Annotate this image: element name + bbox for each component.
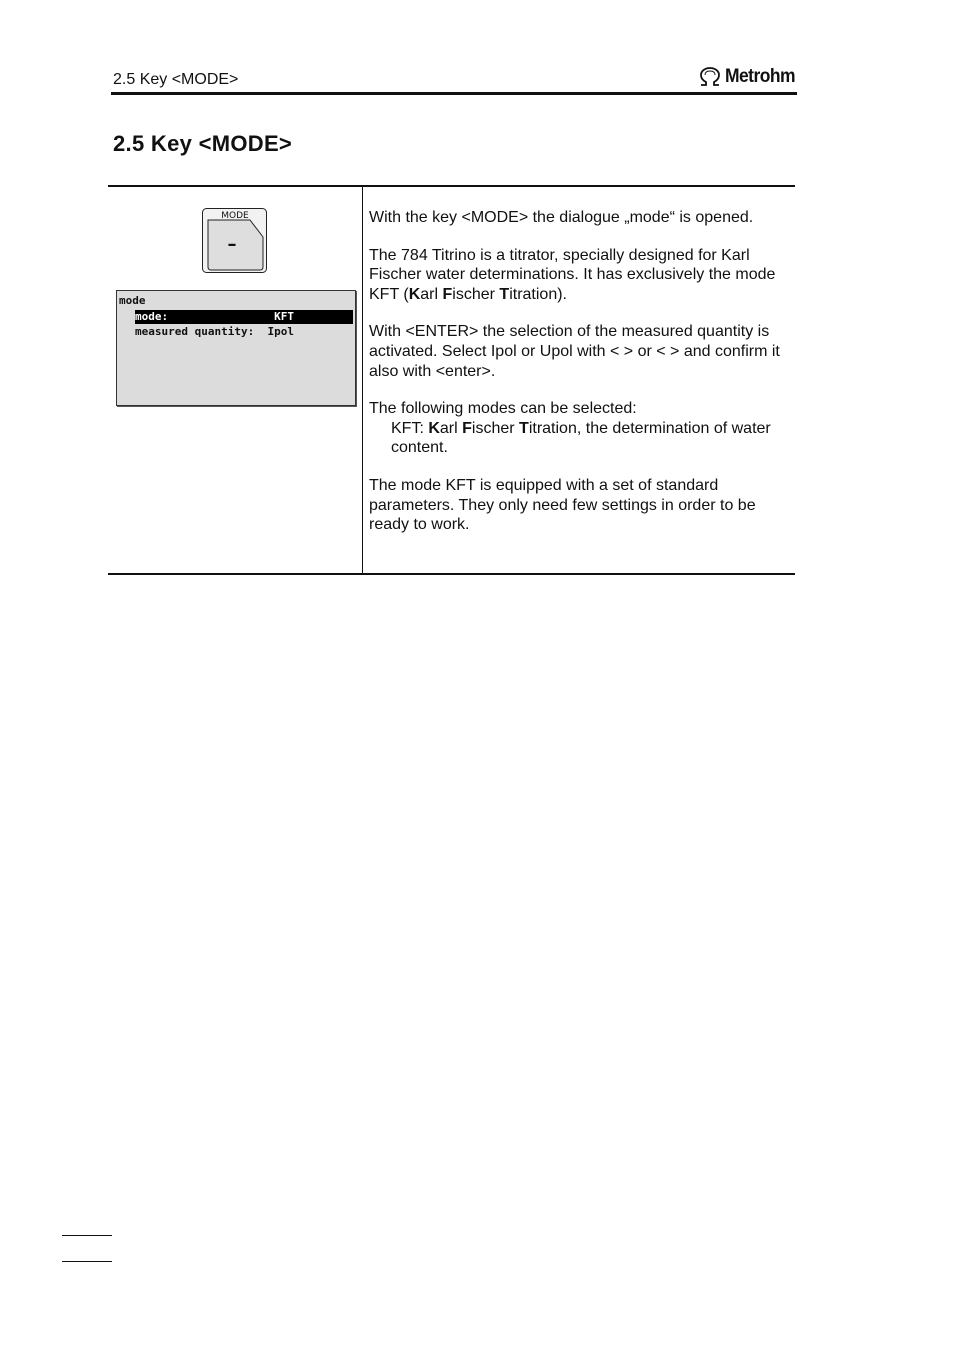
footer-rule-bottom	[62, 1261, 112, 1262]
mode-kft-item: KFT: Karl Fischer Titration, the determination of water content.	[391, 419, 771, 457]
omega-icon	[697, 66, 723, 88]
description-column	[369, 208, 787, 553]
mode-key-label: MODE	[221, 211, 249, 221]
modes-intro: The following modes can be selected:	[369, 400, 637, 418]
lcd-row-mode-selected: mode: KFT	[135, 310, 353, 324]
mode-key-icon	[202, 208, 268, 274]
running-header-title: 2.5 Key <MODE>	[113, 71, 239, 88]
brand-name: Metrohm	[725, 66, 795, 87]
paragraph-titrino: The 784 Titrino is a titrator, specially designed for Karl Fischer water determinations. It has exclusively the mode KFT (Karl Fischer Titration).	[369, 246, 776, 303]
paragraph-intro: With the key <MODE> the dialogue „mode“ is opened.	[369, 209, 754, 226]
metrohm-logo	[697, 66, 801, 88]
paragraph-standard-params: The mode KFT is equipped with a set of standard parameters. They only need few settings in order to be ready to work.	[369, 476, 756, 534]
paragraph-enter: With <ENTER> the selection of the measured quantity is activated. Select Ipol or Upol with < > or < > and confirm it also with <enter>.	[369, 323, 780, 380]
mode-key-symbol: –	[227, 234, 237, 255]
header-rule	[111, 92, 797, 95]
table-column-divider	[362, 187, 363, 573]
table-bottom-rule	[108, 573, 795, 575]
section-heading: 2.5 Key <MODE>	[113, 131, 293, 156]
lcd-display	[116, 290, 356, 406]
paragraph-modes	[369, 399, 787, 458]
lcd-row-measured-quantity: measured quantity: Ipol	[135, 325, 294, 338]
lcd-heading: mode	[119, 294, 146, 307]
table-top-rule	[108, 185, 795, 187]
footer-rule-top	[62, 1235, 112, 1236]
